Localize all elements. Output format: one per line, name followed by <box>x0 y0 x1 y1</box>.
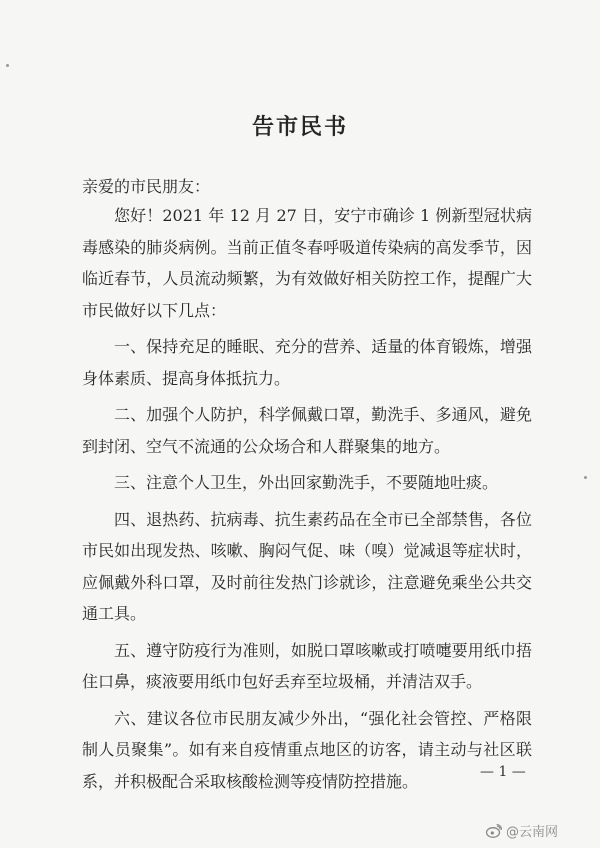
scan-speck <box>6 64 9 67</box>
scan-speck <box>584 476 587 479</box>
weibo-icon <box>486 824 502 838</box>
document-title: 告市民书 <box>251 115 348 140</box>
paragraph-item-6: 六、建议各位市民朋友减少外出，“强化社会管控、严格限制人员聚集”。如有来自疫情重点地区的访客，请主动与社区联系，并积极配合采取核酸检测等疫情防控措施。 <box>82 708 532 791</box>
watermark <box>486 821 558 840</box>
paragraph-item-2: 二、加强个人防护，科学佩戴口罩，勤洗手、多通风，避免到封闭、空气不流通的公众场合和人群聚集的地方。 <box>82 405 532 456</box>
document-body <box>82 200 532 802</box>
paragraph-item-3: 三、注意个人卫生，外出回家勤洗手，不要随地吐痰。 <box>114 473 499 492</box>
page-number: — 1 — <box>480 764 526 780</box>
paragraph-intro: 您好！2021 年 12 月 27 日，安宁市确诊 1 例新型冠状病毒感染的肺炎病例。当前正值冬春呼吸道传染病的高发季节，因临近春节，人员流动频繁，为有效做好相关防控工作，提醒广大市民做好以下几点： <box>82 206 532 320</box>
salutation: 亲爱的市民朋友： <box>82 177 211 196</box>
paragraph-item-4: 四、退热药、抗病毒、抗生素药品在全市已全部禁售，各位市民如出现发热、咳嗽、胸闷气促、味（嗅）觉减退等症状时，应佩戴外科口罩，及时前往发热门诊就诊，注意避免乘坐公共交通工具。 <box>82 509 532 623</box>
paragraph-item-5: 五、遵守防疫行为准则，如脱口罩咳嗽或打喷嚏要用纸巾捂住口鼻，痰液要用纸巾包好丢弃至垃圾桶，并清洁双手。 <box>82 640 532 691</box>
paragraph-item-1: 一、保持充足的睡眠、充分的营养、适量的体育锻炼，增强身体素质、提高身体抵抗力。 <box>82 337 532 388</box>
watermark-text: @云南网 <box>506 825 559 840</box>
